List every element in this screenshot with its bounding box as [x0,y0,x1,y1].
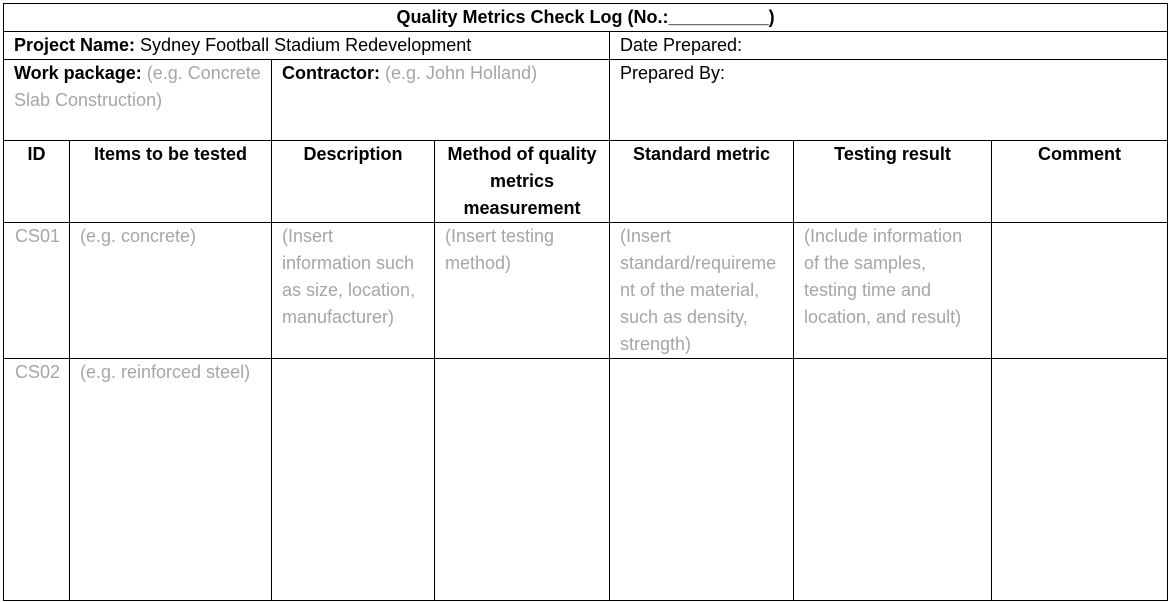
column-header-items: Items to be tested [70,141,272,223]
row-comment-cell[interactable] [992,359,1168,601]
row-result-cell[interactable] [794,359,992,601]
column-header-comment: Comment [992,141,1168,223]
column-header-method: Method of quality metrics measurement [435,141,610,223]
contractor-cell[interactable] [272,60,610,141]
row-standard-cell[interactable]: (Insert standard/requirement of the material, such as density, strength) [610,223,794,359]
date-prepared-label: Date Prepared: [620,35,743,55]
row-id-cell[interactable]: CS01 [4,223,70,359]
row-item-cell[interactable]: (e.g. reinforced steel) [70,359,272,601]
project-name-value: Sydney Football Stadium Redevelopment [135,35,472,55]
row-description-cell[interactable] [272,359,435,601]
contractor-label: Contractor: [282,63,380,83]
log-title: Quality Metrics Check Log (No.:__________) [4,4,1168,32]
prepared-by-label: Prepared By: [620,63,726,83]
column-header-testing-result: Testing result [794,141,992,223]
prepared-by-cell[interactable] [610,60,1168,141]
project-name-cell[interactable] [4,32,610,60]
row-description-cell[interactable]: (Insert information such as size, location, manufacturer) [272,223,435,359]
row-item-cell[interactable]: (e.g. concrete) [70,223,272,359]
column-header-id: ID [4,141,70,223]
quality-metrics-check-log-table [3,3,1168,601]
work-package-hint: (e.g. Concrete Slab Construction) [14,63,261,110]
column-header-description: Description [272,141,435,223]
work-package-label: Work package: [14,63,142,83]
row-method-cell[interactable] [435,359,610,601]
table-row [4,223,1168,359]
date-prepared-cell[interactable] [610,32,1168,60]
row-standard-cell[interactable] [610,359,794,601]
column-header-standard-metric: Standard metric [610,141,794,223]
project-name-label: Project Name: [14,35,136,55]
table-row [4,359,1168,601]
work-package-cell[interactable] [4,60,272,141]
row-method-cell[interactable]: (Insert testing method) [435,223,610,359]
column-header-row [4,141,1168,223]
contractor-hint: (e.g. John Holland) [380,63,538,83]
row-id-cell[interactable]: CS02 [4,359,70,601]
row-result-cell[interactable]: (Include information of the samples, testing time and location, and result) [794,223,992,359]
row-comment-cell[interactable] [992,223,1168,359]
